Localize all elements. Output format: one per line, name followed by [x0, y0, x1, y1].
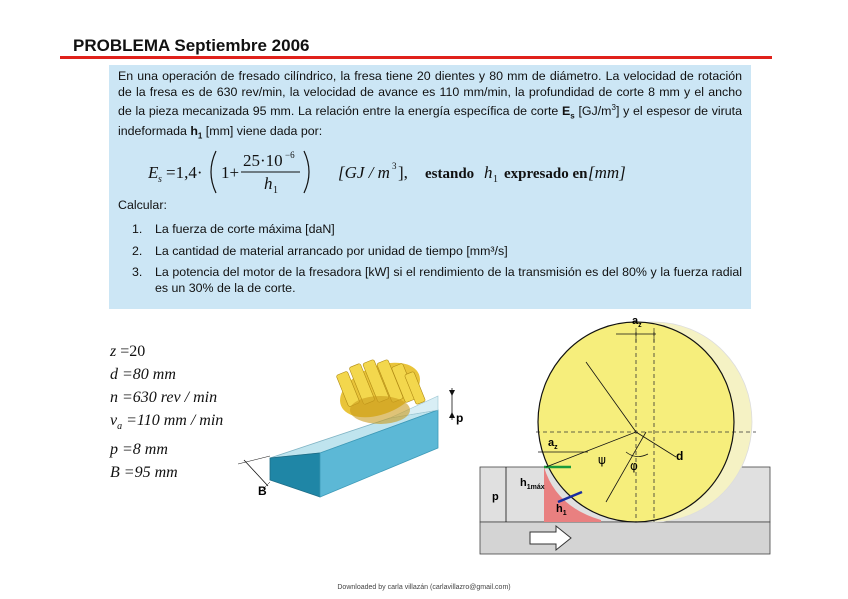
- az-mid-label: $a_z$: [548, 437, 558, 451]
- statement-text-3: ] y el espesor de viruta indeformada: [118, 104, 742, 139]
- p-depth-label: p: [492, 491, 499, 503]
- statement-text-2: [GJ/m: [574, 104, 612, 119]
- data-d: d =80 mm: [110, 366, 176, 383]
- formula-units: [GJ / m: [338, 163, 390, 182]
- workpiece-lower: [480, 522, 770, 554]
- formula-units-exp: 3: [392, 161, 397, 171]
- calcular-label: Calcular:: [118, 198, 167, 212]
- energy-formula: [148, 147, 748, 197]
- formula-numerator: 25·10: [243, 151, 283, 170]
- az-top-label: $a_z$: [632, 315, 642, 329]
- h1-label: $h_1$: [556, 503, 567, 517]
- list-item: [118, 222, 742, 238]
- item-number: 2.: [132, 243, 143, 258]
- formula-h-sub: 1: [493, 174, 498, 185]
- given-data: [110, 340, 223, 484]
- cutter-circle: [538, 322, 734, 522]
- es-symbol: E: [562, 104, 571, 119]
- b-label: B: [258, 484, 267, 498]
- b-dimension: [244, 460, 268, 486]
- footer-download-note: Downloaded by carla villazán (carlavillazro@gmail.com): [337, 584, 511, 591]
- psi-label: ψ: [598, 453, 606, 467]
- formula-den-sub: 1: [273, 185, 278, 196]
- cutting-geometry-diagram: [476, 312, 776, 577]
- item-number: 1.: [132, 222, 143, 236]
- data-B: B =95 mm: [110, 464, 178, 482]
- item-text: La potencia del motor de la fresadora [kW] si el rendimiento de la transmisión es del 80% y la fuerza radial es un 30% de la de corte.: [155, 265, 742, 295]
- h1-symbol: h: [190, 124, 198, 139]
- formula-text2: expresado en: [504, 166, 588, 182]
- formula-units-close: ],: [398, 163, 408, 182]
- data-n: n =630 rev / min: [110, 389, 218, 406]
- statement-sup: 3: [611, 103, 616, 113]
- page-title: PROBLEMA Septiembre 2006: [73, 36, 310, 55]
- statement-text-1: En una operación de fresado cilíndrico, la fresa tiene 20 dientes y 80 mm de diámetro. La velocidad de rotación de la fresa es de 630 rev/min, la velocidad de avance es 110 mm/min, la profundidad de corte 8 mm y el ancho de la pieza mecanizada 95 mm. La relación entre la energía específica de corte: [118, 69, 742, 119]
- title-underline: [60, 56, 772, 59]
- d-label: d: [676, 449, 684, 463]
- p-label: p: [456, 411, 464, 425]
- list-item: [118, 265, 742, 296]
- formula-text: estando: [425, 166, 475, 182]
- phi-label: φ: [630, 459, 638, 473]
- formula-one-plus: 1+: [221, 163, 240, 182]
- formula-denominator: h: [264, 174, 273, 193]
- data-z: z =20: [110, 343, 146, 360]
- formula-lhs-sub: s: [158, 174, 162, 185]
- milling-illustration: [230, 350, 480, 510]
- h1max-label: $h_{1máx}$: [520, 477, 545, 491]
- formula-lhs: E: [148, 163, 159, 182]
- workpiece-front: [270, 453, 320, 497]
- item-text: La fuerza de corte máxima [daN]: [155, 222, 335, 236]
- item-number: 3.: [132, 265, 143, 280]
- formula-h: h: [484, 163, 493, 182]
- question-list: [118, 222, 742, 302]
- list-item: [118, 244, 742, 260]
- item-text: La cantidad de material arrancado por unidad de tiempo [mm³/s]: [155, 243, 508, 258]
- left-paren: [211, 151, 216, 193]
- data-p: p =8 mm: [110, 441, 168, 459]
- formula-num-exp: −6: [285, 150, 295, 160]
- problem-statement: [118, 69, 742, 144]
- formula-eq: =1,4·: [166, 163, 203, 182]
- h1-subscript: 1: [197, 131, 203, 141]
- formula-mm: [mm]: [588, 163, 626, 182]
- right-paren: [304, 151, 309, 193]
- data-va: $v_a =110$ mm / min: [110, 412, 224, 433]
- es-subscript: s: [570, 111, 575, 121]
- statement-text-4: [mm] viene dada por:: [202, 124, 323, 139]
